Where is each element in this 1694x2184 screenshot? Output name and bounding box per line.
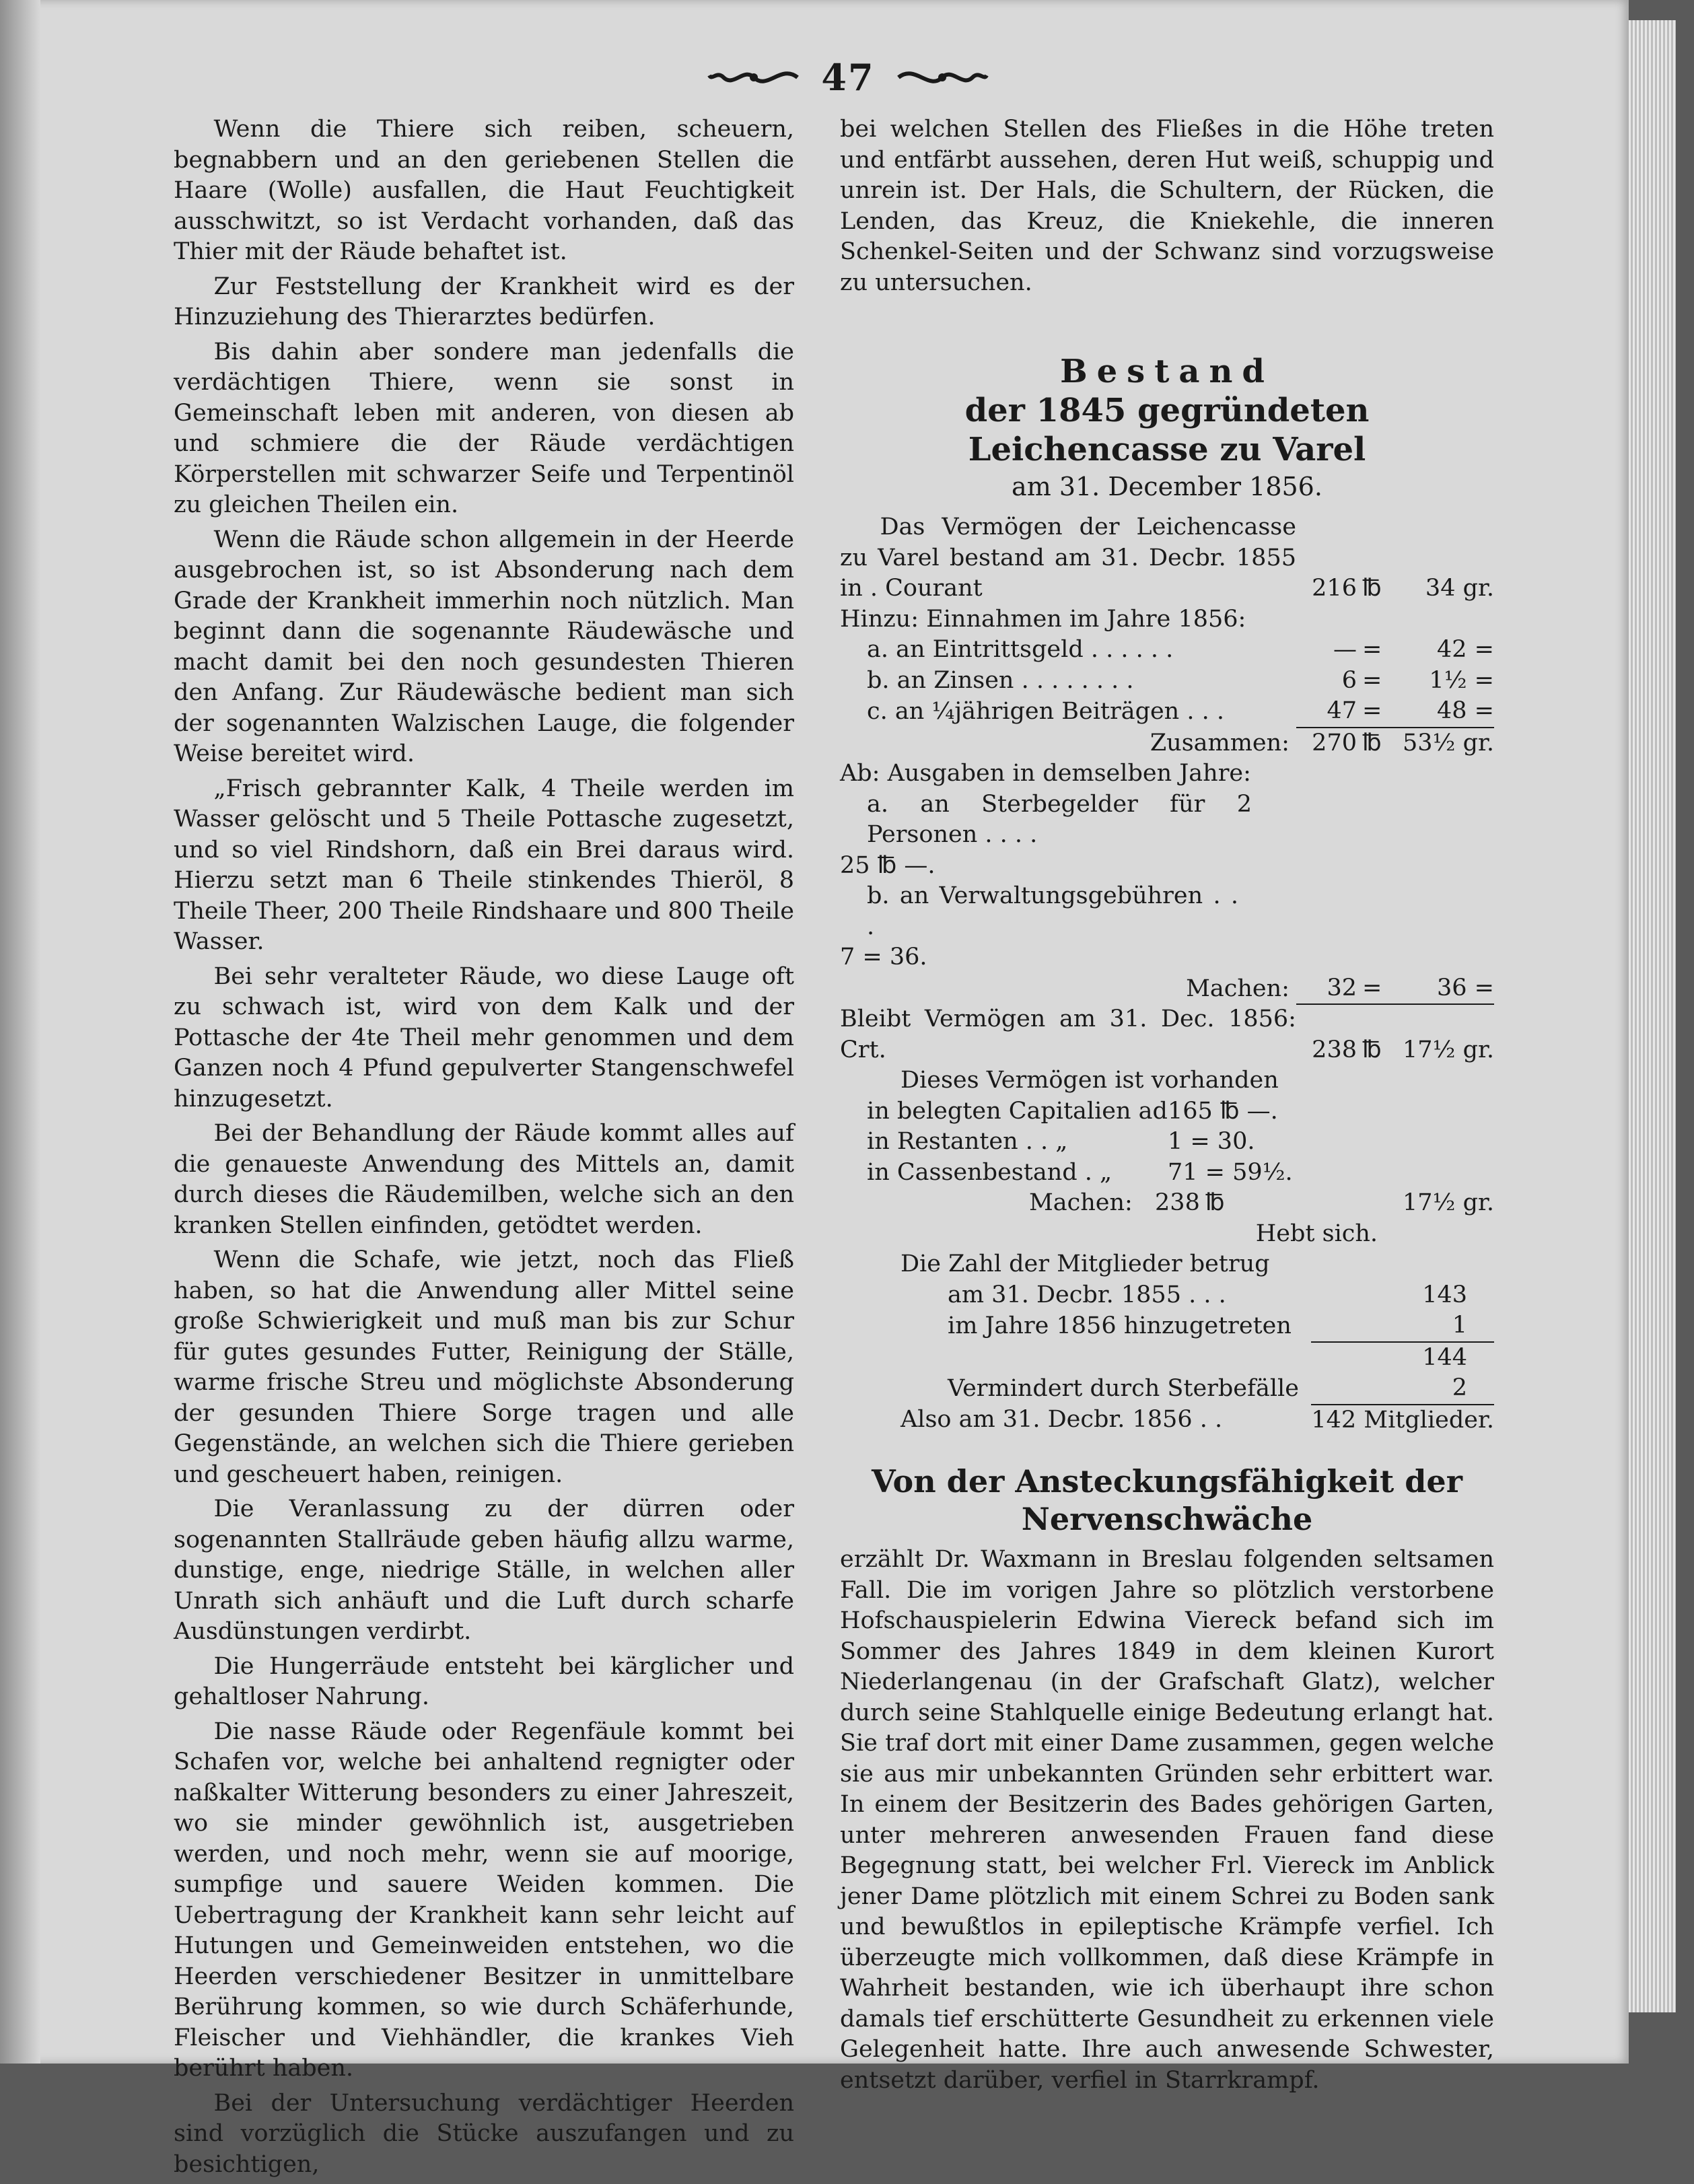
table-row [840, 851, 1494, 882]
row-label: Bleibt Vermögen am 31. Dec. 1856: Crt. [840, 1006, 1296, 1063]
row-label: Vermindert durch Sterbefälle [948, 1374, 1299, 1402]
paragraph: Wenn die Thiere sich reiben, scheuern, begnabbern und an den geriebenen Stellen die Haare (Wolle) ausfallen, die Haut Feuchtigkeit ausschwitzt, so ist Verdacht vorhanden, daß das Thier mit der Räude behaftet ist. [174, 116, 794, 265]
paragraph: Bei der Untersuchung verdächtiger Heerden sind vorzüglich die Stücke auszufangen und zu besichtigen, [174, 2089, 794, 2178]
row-value: 71 = 59½. [1167, 1158, 1293, 1186]
unit-symbol: ℔ [1357, 1004, 1403, 1065]
income-table [840, 512, 1494, 759]
thaler-value: 47 [1327, 697, 1357, 724]
right-column [840, 114, 1494, 2100]
unit-symbol: = [1362, 666, 1382, 694]
row-label: b. an Zinsen . . . . . . . . [867, 666, 1134, 694]
thaler-value: — [1333, 636, 1357, 663]
table-row [840, 881, 1494, 942]
table-row [840, 696, 1494, 728]
table-row [840, 1096, 1494, 1127]
table-row [840, 1310, 1494, 1342]
article-title: Von der Ansteckungsfähigkeit der Nervenschwäche [872, 1463, 1462, 1537]
row-label: in belegten Capitalien ad [867, 1097, 1168, 1125]
expense-table [840, 789, 1494, 973]
row-value: 165 ℔ —. [1167, 1097, 1278, 1125]
table-row [840, 942, 1494, 973]
holdings-table [840, 1096, 1494, 1189]
gutter-shadow [0, 0, 40, 2064]
table-row [840, 973, 1494, 1005]
table-row [840, 789, 1494, 851]
right-ornament-icon [895, 61, 989, 94]
page-header [700, 47, 996, 108]
row-label: im Jahre 1856 hinzugetreten [948, 1312, 1292, 1339]
groschen-value: 48 = [1437, 697, 1494, 724]
paragraph: Bis dahin aber sondere man jedenfalls die verdächtigen Thiere, wenn sie sonst in Gemeinschaft leben mit anderen, von diesen ab und schmiere die der Räude verdächtigen Körperstellen mit schwarzer Seife und Terpentinöl zu gleichen Theilen ein. [174, 338, 794, 518]
table-row [840, 1342, 1494, 1374]
left-ornament-icon [707, 61, 801, 94]
paragraph: Die Hungerräude entsteht bei kärglicher und gehaltloser Nahrung. [174, 1652, 794, 1710]
unit-symbol: = [1362, 974, 1382, 1001]
member-count: 143 [1422, 1281, 1467, 1308]
table-row [840, 1373, 1494, 1405]
row-label: Das Vermögen der Leichencasse zu Varel bestand am 31. Decbr. 1855 in . Courant [840, 514, 1296, 602]
table-row [840, 1004, 1494, 1065]
row-label: Also am 31. Decbr. 1856 . . [901, 1406, 1223, 1433]
paragraph: Zur Feststellung der Krankheit wird es der Hinzuziehung des Thierarztes bedürfen. [174, 273, 794, 330]
row-value: 7 = 36. [840, 944, 927, 971]
paragraph: Wenn die Schafe, wie jetzt, noch das Fließ haben, so hat die Anwendung aller Mittel seine große Schwierigkeit und muß man bis zur Schur für gutes gesundes Futter, Reinigung der Ställe, warme frische Streu und möglichste Absonderung der gesunden Thiere Sorge tragen und alle Gegenstände, an welchen sich die Thiere gerieben und gescheuert haben, reinigen. [174, 1246, 794, 1488]
groschen-value: 36 = [1437, 974, 1494, 1001]
table-row [840, 1127, 1494, 1158]
member-count: 1 [1452, 1312, 1467, 1339]
left-column [174, 114, 794, 2184]
thaler-value: 6 [1341, 666, 1357, 694]
row-label: a. an Eintrittsgeld . . . . . . [867, 636, 1174, 663]
paragraph: Wenn die Räude schon allgemein in der Heerde ausgebrochen ist, so ist Absonderung nach dem Grade der Krankheit immerhin noch nützlich. Man beginnt dann die sogenannte Räudewäsche und macht damit bei den noch gesundesten Thieren den Anfang. Zur Räudewäsche bedient man sich der sogenannten Walzischen Lauge, die folgender Weise bereitet wird. [174, 526, 794, 767]
groschen-value: 34 gr. [1425, 575, 1494, 602]
paragraph: Bei sehr veralteter Räude, wo diese Lauge oft zu schwach ist, wird von dem Kalk und der Pottasche der 4te Theil mehr genommen und dem Ganzen noch 4 Pfund gepulverter Stangenschwefel hinzugesetzt. [174, 962, 794, 1113]
member-count: 144 [1311, 1342, 1494, 1374]
table-row [840, 666, 1494, 697]
paragraph: „Frisch gebrannter Kalk, 4 Theile werden im Wasser gelöscht und 5 Theile Pottasche zugesetzt, und so viel Rindshorn, daß ein Brei daraus wird. Hierzu setzt man 6 Theile stinkendes Thieröl, 8 Theile Theer, 200 Theile Rindshaare und 800 Theile Wasser. [174, 775, 794, 955]
table-row [840, 1188, 1494, 1219]
table-row [840, 728, 1494, 759]
paragraph: erzählt Dr. Waxmann in Breslau folgenden seltsamen Fall. Die im vorigen Jahre so plötzlich verstorbene Hofschauspielerin Edwina Viereck befand sich im Sommer des Jahres 1849 in dem kleinen Kurort Niederlangenau (in der Grafschaft Glatz), welcher durch seine Stahlquelle einige Bedeutung erlangt hat. Sie traf dort mit einer Dame zusammen, gegen welche sie aus mir unbekannten Gründen sehr erbittert war. In einem der Besitzerin des Bades gehörigen Garten, unter mehreren anwesenden Frauen fand diese Begegnung statt, bei welcher Frl. Viereck im Anblick jener Dame plötzlich mit einem Schrei zu Boden sank und bewußtlos in epileptische Krämpfe verfiel. Ich überzeugte mich vollkommen, daß diese Krämpfe in Wahrheit bestanden, wie ich überhaupt ihre schon damals tief erschütterte Gesundheit zu erkennen viele Gelegenheit hatte. Ihre auch anwesende Schwester, entsetzt darüber, verfiel in Starrkrampf. [840, 1546, 1494, 2094]
members-heading: Die Zahl der Mitglieder betrug [901, 1250, 1270, 1277]
members-table [840, 1280, 1494, 1436]
table-row [840, 604, 1494, 635]
table-row [840, 1219, 1494, 1250]
member-count: 142 Mitglieder. [1311, 1405, 1494, 1436]
expenses-heading: Ab: Ausgaben in demselben Jahre: [840, 760, 1251, 787]
thaler-value: 238 [1155, 1189, 1200, 1216]
holdings-heading: Dieses Vermögen ist vorhanden [901, 1067, 1279, 1094]
page-number: 47 [821, 56, 875, 99]
row-label: Zusammen: [1150, 729, 1290, 756]
row-value: 25 ℔ —. [840, 851, 936, 879]
groschen-value: 17½ gr. [1403, 1004, 1494, 1065]
paragraph: Die nasse Räude oder Regenfäule kommt bei Schafen vor, welche bei anhaltend regnigter oder naßkalter Witterung besonders zu einer Jahreszeit, wo sie minder gewöhnlich ist, ausgetrieben werden, und noch mehr, wenn sie auf moorige, sumpfige und sauere Weiden kommen. Die Uebertragung der Krankheit kann sehr leicht auf Hutungen und Gemeinweiden entstehen, wo die Heerden verschiedener Besitzer in unmittelbare Berührung kommen, so wie durch Schäferhunde, Fleischer und Viehhändler, die krankes Vieh berührt haben. [174, 1718, 794, 2082]
report-date: am 31. December 1856. [1012, 472, 1322, 501]
row-label: in Cassenbestand . „ [867, 1158, 1113, 1186]
unit-symbol: ℔ [1362, 575, 1382, 602]
paragraph: Bei der Behandlung der Räude kommt alles auf die genaueste Anwendung des Mittels an, damit durch dieses die Räudemilben, welche sich an den kranken Stellen einfinden, getödtet werden. [174, 1120, 794, 1239]
expense-total-table [840, 973, 1494, 1066]
paragraph: Die Veranlassung zu der dürren oder sogenannten Stallräude geben häufig allzu warme, dunstige, enge, niedrige Ställe, in welchen aller Unrath sich anhäuft und die Luft durch scharfe Ausdünstungen verdirbt. [174, 1495, 794, 1645]
unit-symbol: ℔ [1357, 728, 1403, 759]
row-label: Machen: [1028, 1189, 1133, 1216]
book-page-edges [1629, 20, 1676, 2012]
groschen-value: 1½ = [1429, 666, 1494, 694]
groschen-value: 53½ gr. [1403, 728, 1494, 759]
holdings-total-table [840, 1188, 1494, 1249]
table-row [840, 1280, 1494, 1311]
row-label [840, 1342, 1311, 1374]
unit-symbol: = [1362, 636, 1382, 663]
thaler-value: 32 [1327, 974, 1357, 1001]
groschen-value: 42 = [1437, 636, 1494, 663]
row-label: b. an Verwaltungsgebühren . . . [867, 882, 1238, 940]
row-label: c. an ¼jährigen Beiträgen . . . [867, 698, 1224, 725]
thaler-value: 238 [1296, 1004, 1357, 1065]
row-label: am 31. Decbr. 1855 . . . [948, 1281, 1226, 1308]
unit-symbol: ℔ [1205, 1189, 1225, 1216]
table-row [840, 1405, 1494, 1436]
member-count: 2 [1452, 1374, 1467, 1401]
table-row [840, 635, 1494, 666]
groschen-value: 17½ gr. [1402, 1189, 1494, 1216]
balance-note: Hebt sich. [1255, 1220, 1378, 1247]
row-label: Machen: [1186, 975, 1290, 1002]
row-label: Hinzu: Einnahmen im Jahre 1856: [840, 605, 1246, 633]
report-title: Bestand [1060, 353, 1274, 390]
row-label: a. an Sterbegelder für 2 Personen . . . . [867, 790, 1252, 848]
report-subtitle: der 1845 gegründeten Leichencasse zu Varel [964, 392, 1370, 468]
thaler-value: 216 [1312, 575, 1357, 602]
row-value: 1 = 30. [1167, 1128, 1255, 1155]
table-row [840, 1158, 1494, 1189]
paragraph: bei welchen Stellen des Fließes in die Höhe treten und entfärbt aussehen, deren Hut weiß, schuppig und unrein ist. Der Hals, die Schultern, der Rücken, die Lenden, das Kreuz, die Kniekehle, die inneren Schenkel-Seiten und der Schwanz sind vorzugsweise zu untersuchen. [840, 116, 1494, 296]
row-label: in Restanten . . „ [867, 1128, 1068, 1155]
thaler-value: 270 [1296, 728, 1357, 759]
unit-symbol: = [1362, 697, 1382, 724]
table-row [840, 512, 1494, 604]
